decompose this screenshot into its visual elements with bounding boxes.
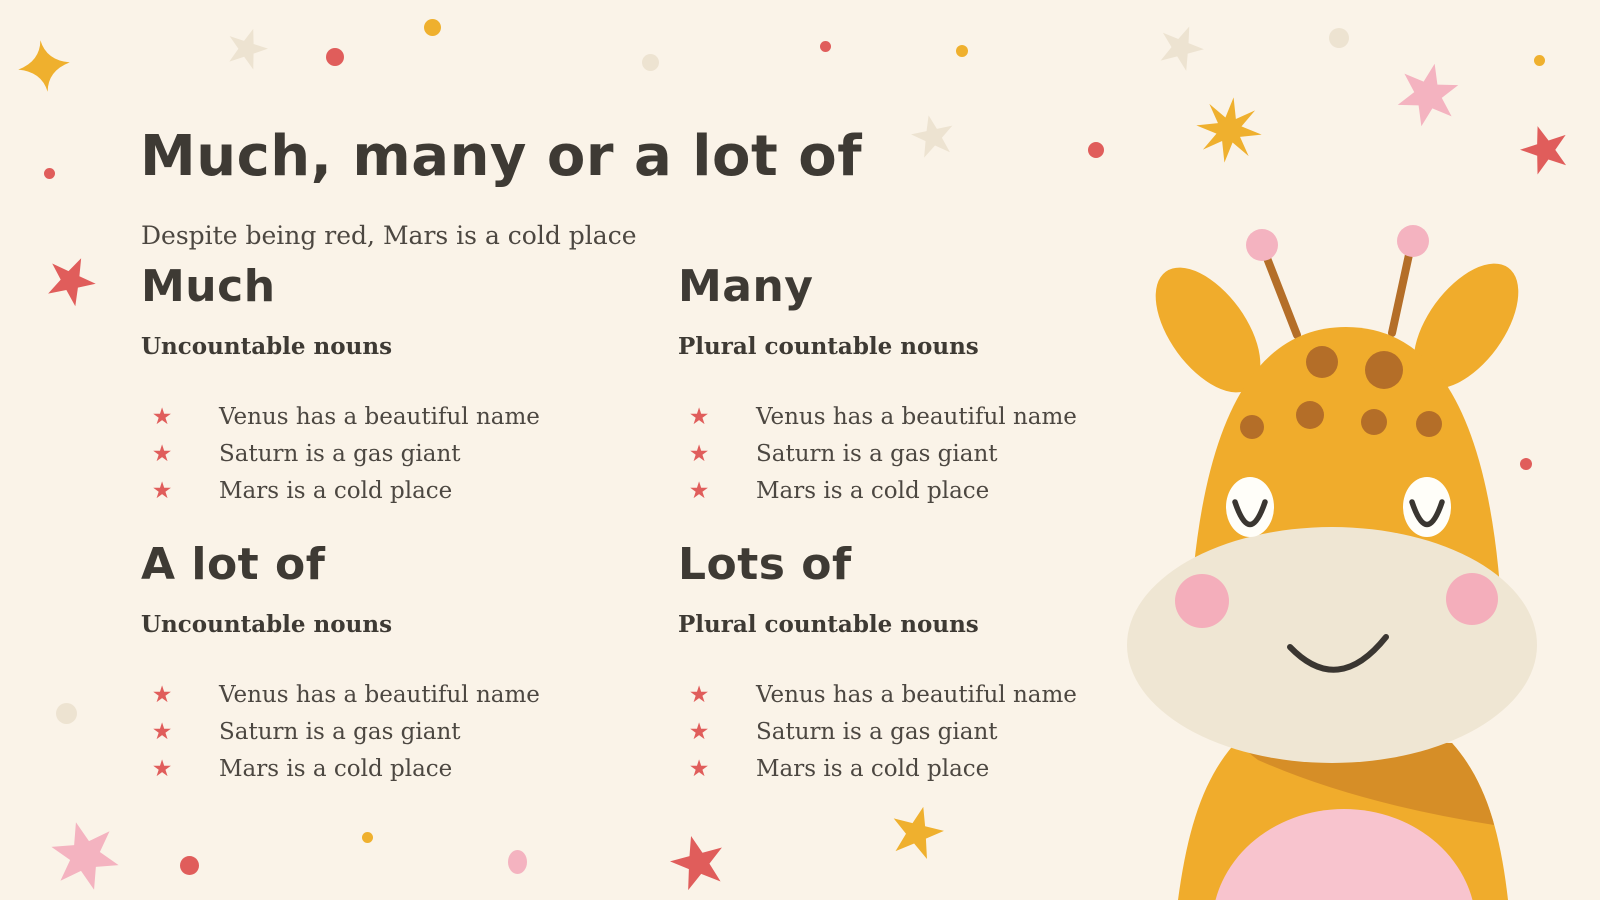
slide-subtitle: Despite being red, Mars is a cold place [141, 221, 637, 250]
star-bullet-icon: ★ [688, 403, 710, 430]
bullet-list [141, 399, 661, 510]
section-heading: Many [678, 261, 814, 312]
dot [56, 703, 77, 724]
dot [180, 856, 199, 875]
section-much [141, 261, 661, 510]
list-item: ★ Venus has a beautiful name [141, 399, 661, 436]
spot [1361, 409, 1387, 435]
star-icon [664, 828, 733, 897]
star-icon [1513, 117, 1576, 180]
star-bullet-icon: ★ [151, 477, 173, 504]
spot [1365, 351, 1403, 389]
ossicone [1392, 250, 1410, 333]
dot [44, 168, 55, 179]
star-icon [42, 813, 128, 899]
star-bullet-icon: ★ [151, 755, 173, 782]
star-bullet-icon: ★ [688, 755, 710, 782]
dot [956, 45, 968, 57]
dot [326, 48, 344, 66]
section-heading: A lot of [141, 539, 326, 590]
star-icon [38, 247, 104, 313]
bullet-list [141, 677, 661, 788]
section-heading: Lots of [678, 539, 852, 590]
spot [1296, 401, 1324, 429]
star-icon [1390, 57, 1466, 133]
spot [1306, 346, 1338, 378]
list-item: ★ Mars is a cold place [678, 751, 1198, 788]
list-item: ★ Venus has a beautiful name [678, 399, 1198, 436]
dot [424, 19, 441, 36]
star-bullet-icon: ★ [151, 681, 173, 708]
dot [642, 54, 659, 71]
list-item: ★ Saturn is a gas giant [141, 436, 661, 473]
section-subheading: Plural countable nouns [678, 333, 979, 360]
star-bullet-icon: ★ [151, 403, 173, 430]
eye [1403, 477, 1451, 537]
cheek [1446, 573, 1498, 625]
ossicone-tip [1246, 229, 1278, 261]
list-item: ★ Venus has a beautiful name [678, 677, 1198, 714]
eye [1226, 477, 1274, 537]
dot [508, 850, 527, 874]
dot [1329, 28, 1349, 48]
dot [362, 832, 373, 843]
section-a-lot-of [141, 539, 661, 788]
dot [1534, 55, 1545, 66]
list-item: ★ Saturn is a gas giant [141, 714, 661, 751]
ossicone-tip [1397, 225, 1429, 257]
section-subheading: Uncountable nouns [141, 333, 393, 360]
star-bullet-icon: ★ [688, 681, 710, 708]
giraffe-illustration [1100, 215, 1600, 900]
dot [1088, 142, 1104, 158]
dot [820, 41, 831, 52]
list-item: ★ Mars is a cold place [141, 751, 661, 788]
sparkle-star-icon [15, 37, 74, 96]
ossicone [1265, 253, 1297, 335]
star-bullet-icon: ★ [688, 477, 710, 504]
list-item: ★ Mars is a cold place [678, 473, 1198, 510]
spot [1240, 415, 1264, 439]
list-item: ★ Saturn is a gas giant [678, 436, 1198, 473]
spot [1416, 411, 1442, 437]
star-icon [221, 22, 274, 75]
slide-title: Much, many or a lot of [140, 123, 863, 189]
star-bullet-icon: ★ [688, 718, 710, 745]
star-bullet-icon: ★ [151, 440, 173, 467]
burst-star-icon [1192, 93, 1267, 168]
star-bullet-icon: ★ [151, 718, 173, 745]
section-subheading: Plural countable nouns [678, 611, 979, 638]
list-item: ★ Venus has a beautiful name [141, 677, 661, 714]
list-item: ★ Saturn is a gas giant [678, 714, 1198, 751]
section-heading: Much [141, 261, 276, 312]
section-subheading: Uncountable nouns [141, 611, 393, 638]
star-bullet-icon: ★ [688, 440, 710, 467]
star-icon [907, 110, 959, 162]
cheek [1175, 574, 1229, 628]
list-item: ★ Mars is a cold place [141, 473, 661, 510]
star-icon [1151, 17, 1211, 77]
star-icon [884, 799, 949, 864]
muzzle [1127, 527, 1537, 763]
